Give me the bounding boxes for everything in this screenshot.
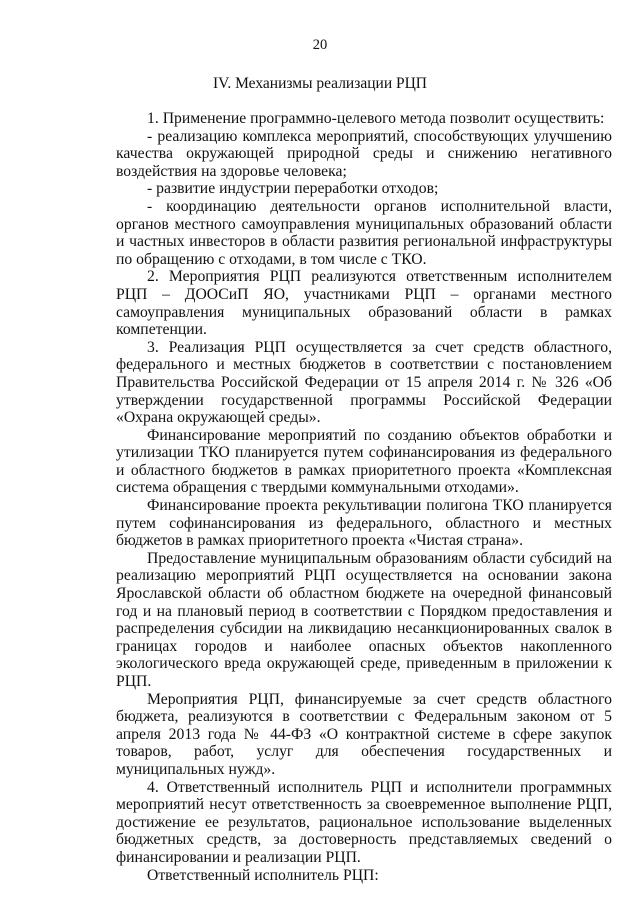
paragraph-6: 3. Реализация РЦП осуществляется за счет средств областного, федерального и местных бюджетов в соответствии с постановлением Правительства Российской Федерации от 15 апреля 2014 г. № 326 «Об утверждении государственной программы Российской Федерации «Охрана окружающей среды». — [116, 338, 612, 427]
paragraph-2: - реализацию комплекса мероприятий, способствующих улучшению качества окружающей природной среды и снижению негативного воздействия на здоровье человека; — [116, 127, 612, 180]
paragraph-11: 4. Ответственный исполнитель РЦП и исполнители программных мероприятий несут ответственность за своевременное выполнение РЦП, достижение ее результатов, рациональное использование выделенных бюджетных средств, за достоверность представляемых сведений о финансировании и реализации РЦП. — [116, 778, 612, 866]
paragraph-10: Мероприятия РЦП, финансируемые за счет средств областного бюджета, реализуются в соответствии с Федеральным законом от 5 апреля 2013 года № 44-ФЗ «О контрактной системе в сфере закупок товаров, работ, услуг для обеспечения государственных и муниципальных нужд». — [116, 690, 612, 778]
paragraph-3: - развитие индустрии переработки отходов; — [147, 180, 439, 198]
paragraph-4: - координацию деятельности органов исполнительной власти, органов местного самоуправления муниципальных образований области и частных инвесторов в области развития региональной инфраструктуры по обращению с отходами, в том числе с ТКО. — [116, 197, 612, 268]
page-number: 20 — [312, 37, 328, 53]
paragraph-7: Финансирование мероприятий по созданию объектов обработки и утилизации ТКО планируется путем софинансирования из федерального и областного бюджетов в рамках приоритетного проекта «Комплексная система обращения с твердыми коммунальными отходами». — [116, 426, 612, 497]
paragraph-9: Предоставление муниципальным образованиям области субсидий на реализацию мероприятий РЦП осуществляется на основании закона Ярославской области об областном бюджете на очередной финансовый год и на плановый период в соответствии с Порядком предоставления и распределения субсидии на ликвидацию несанкционированных свалок в границах городов и наиболее опасных объектов накопленного экологического вреда окружающей среде, приведенным в приложении к РЦП. — [116, 549, 612, 690]
paragraph-5: 2. Мероприятия РЦП реализуются ответственным исполнителем РЦП – ДООСиП ЯО, участниками РЦП – органами местного самоуправления муниципальных образований области в рамках компетенции. — [116, 268, 612, 339]
document-body — [116, 110, 612, 884]
paragraph-8: Финансирование проекта рекультивации полигона ТКО планируется путем софинансирования из федерального, областного и местных бюджетов в рамках приоритетного проекта «Чистая страна». — [116, 497, 612, 550]
paragraph-1: 1. Применение программно-целевого метода позволит осуществить: — [147, 110, 605, 127]
paragraph-12: Ответственный исполнитель РЦП: — [147, 866, 379, 884]
section-title: IV. Механизмы реализации РЦП — [212, 75, 427, 92]
